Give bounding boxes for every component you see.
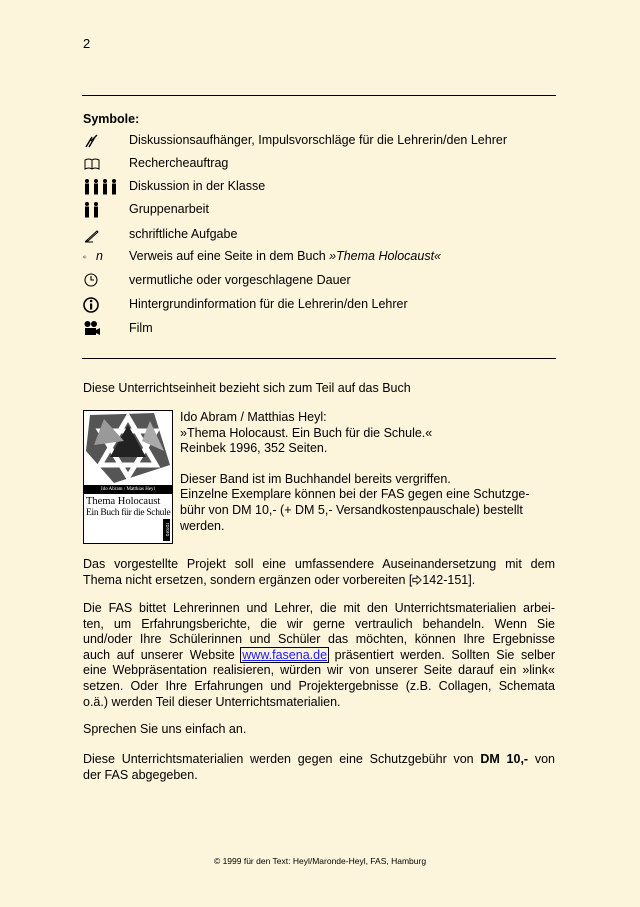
para-line: von	[528, 752, 555, 766]
cover-logo: rororo	[163, 519, 170, 541]
book-icon	[83, 155, 123, 173]
group-work-icon	[83, 201, 123, 219]
para-line: präsentiert werden. Sollten Sie selber	[328, 647, 555, 662]
page-reference: 142-151	[422, 572, 469, 587]
arrow-n-glyph: n	[96, 249, 103, 263]
para-line: Diese Unterrichtsmaterialien werden gegen eine Schutzgebühr von	[83, 752, 481, 766]
para-line: Das vorgestellte Projekt soll eine umfassendere Auseinandersetzung mit dem	[83, 557, 555, 571]
availability-line: werden.	[180, 518, 225, 533]
para-line: Thema nicht ersetzen, sondern ergänzen oder vorbereiten [	[83, 572, 413, 587]
class-discussion-icon	[83, 178, 123, 196]
film-camera-icon	[83, 320, 123, 338]
discussion-hook-icon	[83, 132, 123, 150]
intro-text: Diese Unterrichtseinheit bezieht sich zum Teil auf das Buch	[83, 381, 411, 395]
para-line: o.ä.) werden Teil dieser Unterrichtsmaterialien.	[83, 694, 341, 709]
symbol-label: Diskussion in der Klasse	[129, 179, 266, 193]
info-icon	[83, 296, 123, 314]
top-rule	[82, 95, 556, 96]
bib-line: »Thema Holocaust. Ein Buch für die Schule.«	[180, 425, 433, 440]
para-line: ten, um Erfahrungsberichte, die wir gerne vertraulich behandeln. Wenn Sie	[83, 616, 555, 631]
symbols-bottom-rule	[82, 358, 556, 359]
para-line-end: ].	[468, 572, 476, 587]
cover-author-bar: Ido Abram / Matthias Heyl	[84, 485, 172, 494]
para-line: und/oder Ihre Schülerinnen und Schüler das möchten, können Ihre Ergebnisse	[83, 632, 555, 647]
website-link[interactable]: www.fasena.de	[242, 647, 328, 662]
symbol-label: Gruppenarbeit	[129, 202, 209, 216]
para-line: der FAS abgegeben.	[83, 767, 198, 782]
star-of-david-graphic	[84, 411, 172, 485]
para-line: Die FAS bittet Lehrerinnen und Lehrer, die mit den Unterrichtsmaterialien arbei-	[83, 601, 555, 615]
para-line: eine Webpräsentation realisieren, würden wir von unserer Seite darauf ein »link«	[83, 663, 555, 678]
paragraph-project	[83, 557, 555, 588]
symbol-label: Diskussionsaufhänger, Impulsvorschläge für die Lehrerin/den Lehrer	[129, 133, 507, 147]
symbol-label: Rechercheauftrag	[129, 156, 229, 170]
book-title-em: »Thema Holocaust«	[329, 249, 441, 263]
paragraph-fee	[83, 752, 555, 783]
para-line: setzen. Oder Ihre Erfahrungen und Projektergebnisse (z.B. Collagen, Schemata	[83, 678, 555, 693]
footer-copyright: © 1999 für den Text: Heyl/Maronde-Heyl, FAS, Hamburg	[213, 856, 427, 866]
availability-line: Dieser Band ist im Buchhandel bereits vergriffen.	[180, 471, 451, 486]
symbol-label: schriftliche Aufgabe	[129, 227, 238, 241]
symbol-label: Verweis auf eine Seite in dem Buch	[129, 249, 330, 263]
book-cover	[83, 410, 173, 544]
availability-line: Einzelne Exemplare können bei der FAS gegen eine Schutzge-	[180, 487, 530, 502]
bib-line: Reinbek 1996, 352 Seiten.	[180, 441, 328, 456]
page-arrow-icon	[412, 575, 422, 585]
arrow-n-icon	[83, 248, 95, 266]
symbols-heading: Symbole:	[83, 112, 140, 126]
para-line: auch auf unserer Website	[83, 647, 242, 662]
paragraph-feedback	[83, 601, 555, 710]
book-bibliography	[180, 410, 530, 534]
cover-title-2: Ein Buch für die Schule	[86, 508, 171, 518]
cover-title-1: Thema Holocaust	[86, 496, 161, 507]
symbol-label: vermutliche oder vorgeschlagene Dauer	[129, 273, 351, 287]
availability-line: bühr von DM 10,- (+ DM 5,- Versandkostenpauschale) bestellt	[180, 502, 523, 517]
clock-icon	[83, 272, 123, 290]
symbol-label: Hintergrundinformation für die Lehrerin/den Lehrer	[129, 297, 408, 311]
page-number: 2	[83, 36, 91, 51]
paragraph-contact: Sprechen Sie uns einfach an.	[83, 722, 247, 736]
symbol-label: Film	[129, 321, 153, 335]
bib-line: Ido Abram / Matthias Heyl:	[180, 410, 327, 424]
fee-amount: DM 10,-	[480, 752, 529, 766]
writing-hand-icon	[83, 226, 123, 244]
